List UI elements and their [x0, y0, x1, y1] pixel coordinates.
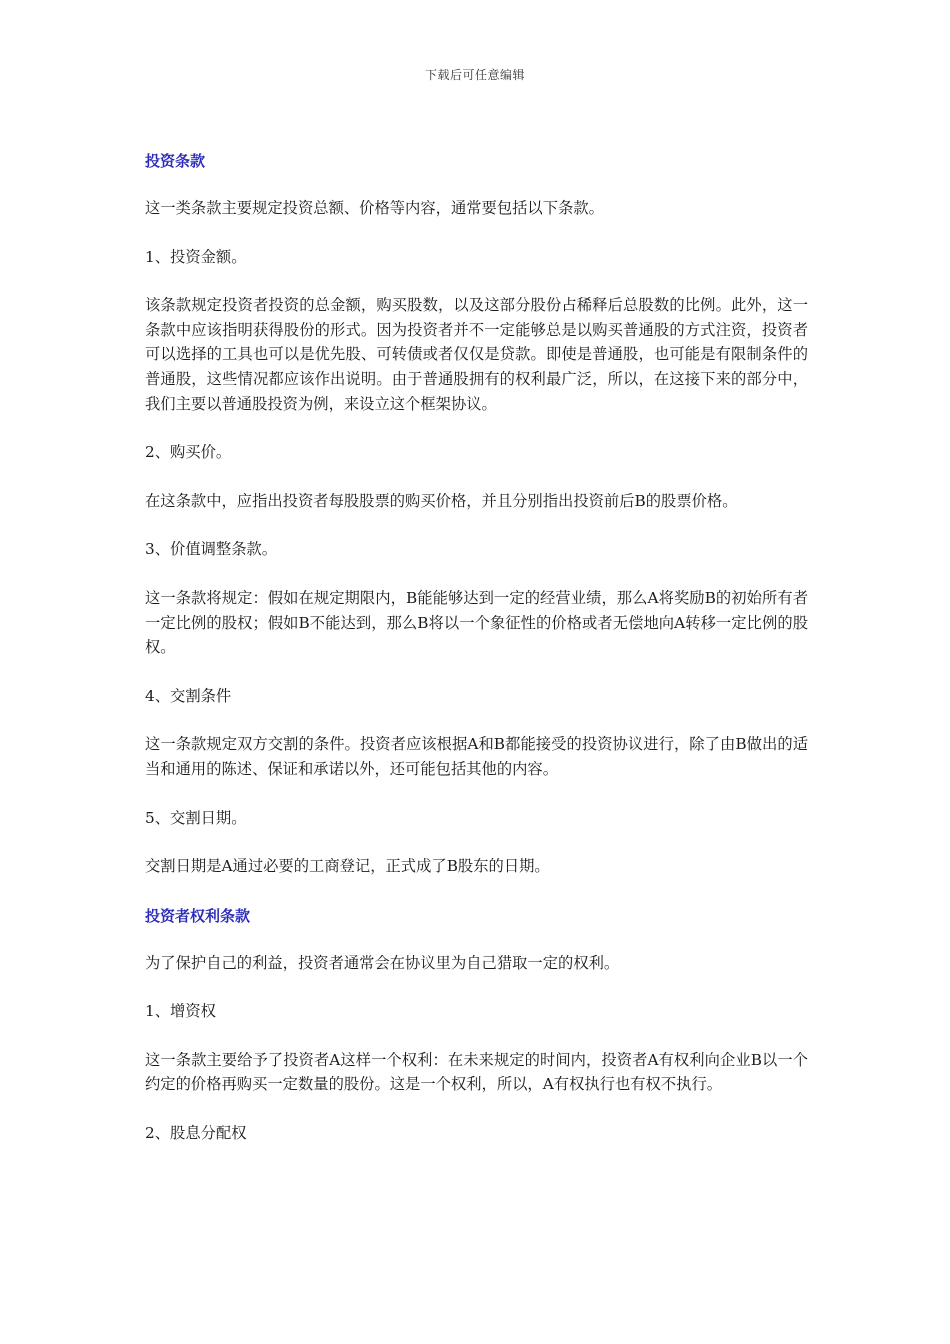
paragraph: 2、股息分配权	[145, 1124, 247, 1143]
document-body	[145, 148, 808, 1170]
paragraph: 为了保护自己的利益，投资者通常会在协议里为自己猎取一定的权利。	[145, 953, 620, 972]
paragraph: 该条款规定投资者投资的总金额，购买股数，以及这部分股份占稀释后总股数的比例。此外，这一条款中应该指明获得股份的形式。因为投资者并不一定能够总是以购买普通股的方式注资，投资者可以选择的工具也可以是优先股、可转债或者仅仅是贷款。即使是普通股，也可能是有限制条件的普通股，这些情况都应该作出说明。由于普通股拥有的权利最广泛，所以，在这接下来的部分中，我们主要以普通股投资为例，来设立这个框架协议。	[145, 296, 808, 413]
section-heading-investor-rights: 投资者权利条款	[145, 906, 251, 925]
paragraph: 这一条款规定双方交割的条件。投资者应该根据A和B都能接受的投资协议进行，除了由B做出的适当和通用的陈述、保证和承诺以外，还可能包括其他的内容。	[145, 735, 808, 778]
paragraph: 4、交割条件	[145, 686, 232, 705]
paragraph: 在这条款中，应指出投资者每股股票的购买价格，并且分别指出投资前后B的股票价格。	[145, 491, 738, 510]
paragraph: 5、交割日期。	[145, 808, 247, 827]
paragraph: 1、增资权	[145, 1002, 216, 1021]
paragraph: 交割日期是A通过必要的工商登记，正式成了B股东的日期。	[145, 857, 550, 876]
paragraph: 2、购买价。	[145, 443, 232, 462]
paragraph: 这一条款将规定：假如在规定期限内，B能能够达到一定的经营业绩，那么A将奖励B的初始所有者一定比例的股权；假如B不能达到，那么B将以一个象征性的价格或者无偿地向A转移一定比例的股权。	[145, 588, 808, 657]
paragraph: 1、投资金额。	[145, 247, 247, 266]
page-header: 下载后可任意编辑	[424, 68, 525, 82]
section-heading-investment-terms: 投资条款	[145, 152, 206, 170]
paragraph: 这一类条款主要规定投资总额、价格等内容，通常要包括以下条款。	[145, 199, 604, 217]
paragraph: 这一条款主要给予了投资者A这样一个权利：在未来规定的时间内，投资者A有权利向企业B以一个约定的价格再购买一定数量的股份。这是一个权利，所以，A有权执行也有权不执行。	[145, 1050, 808, 1094]
paragraph: 3、价值调整条款。	[145, 540, 278, 559]
